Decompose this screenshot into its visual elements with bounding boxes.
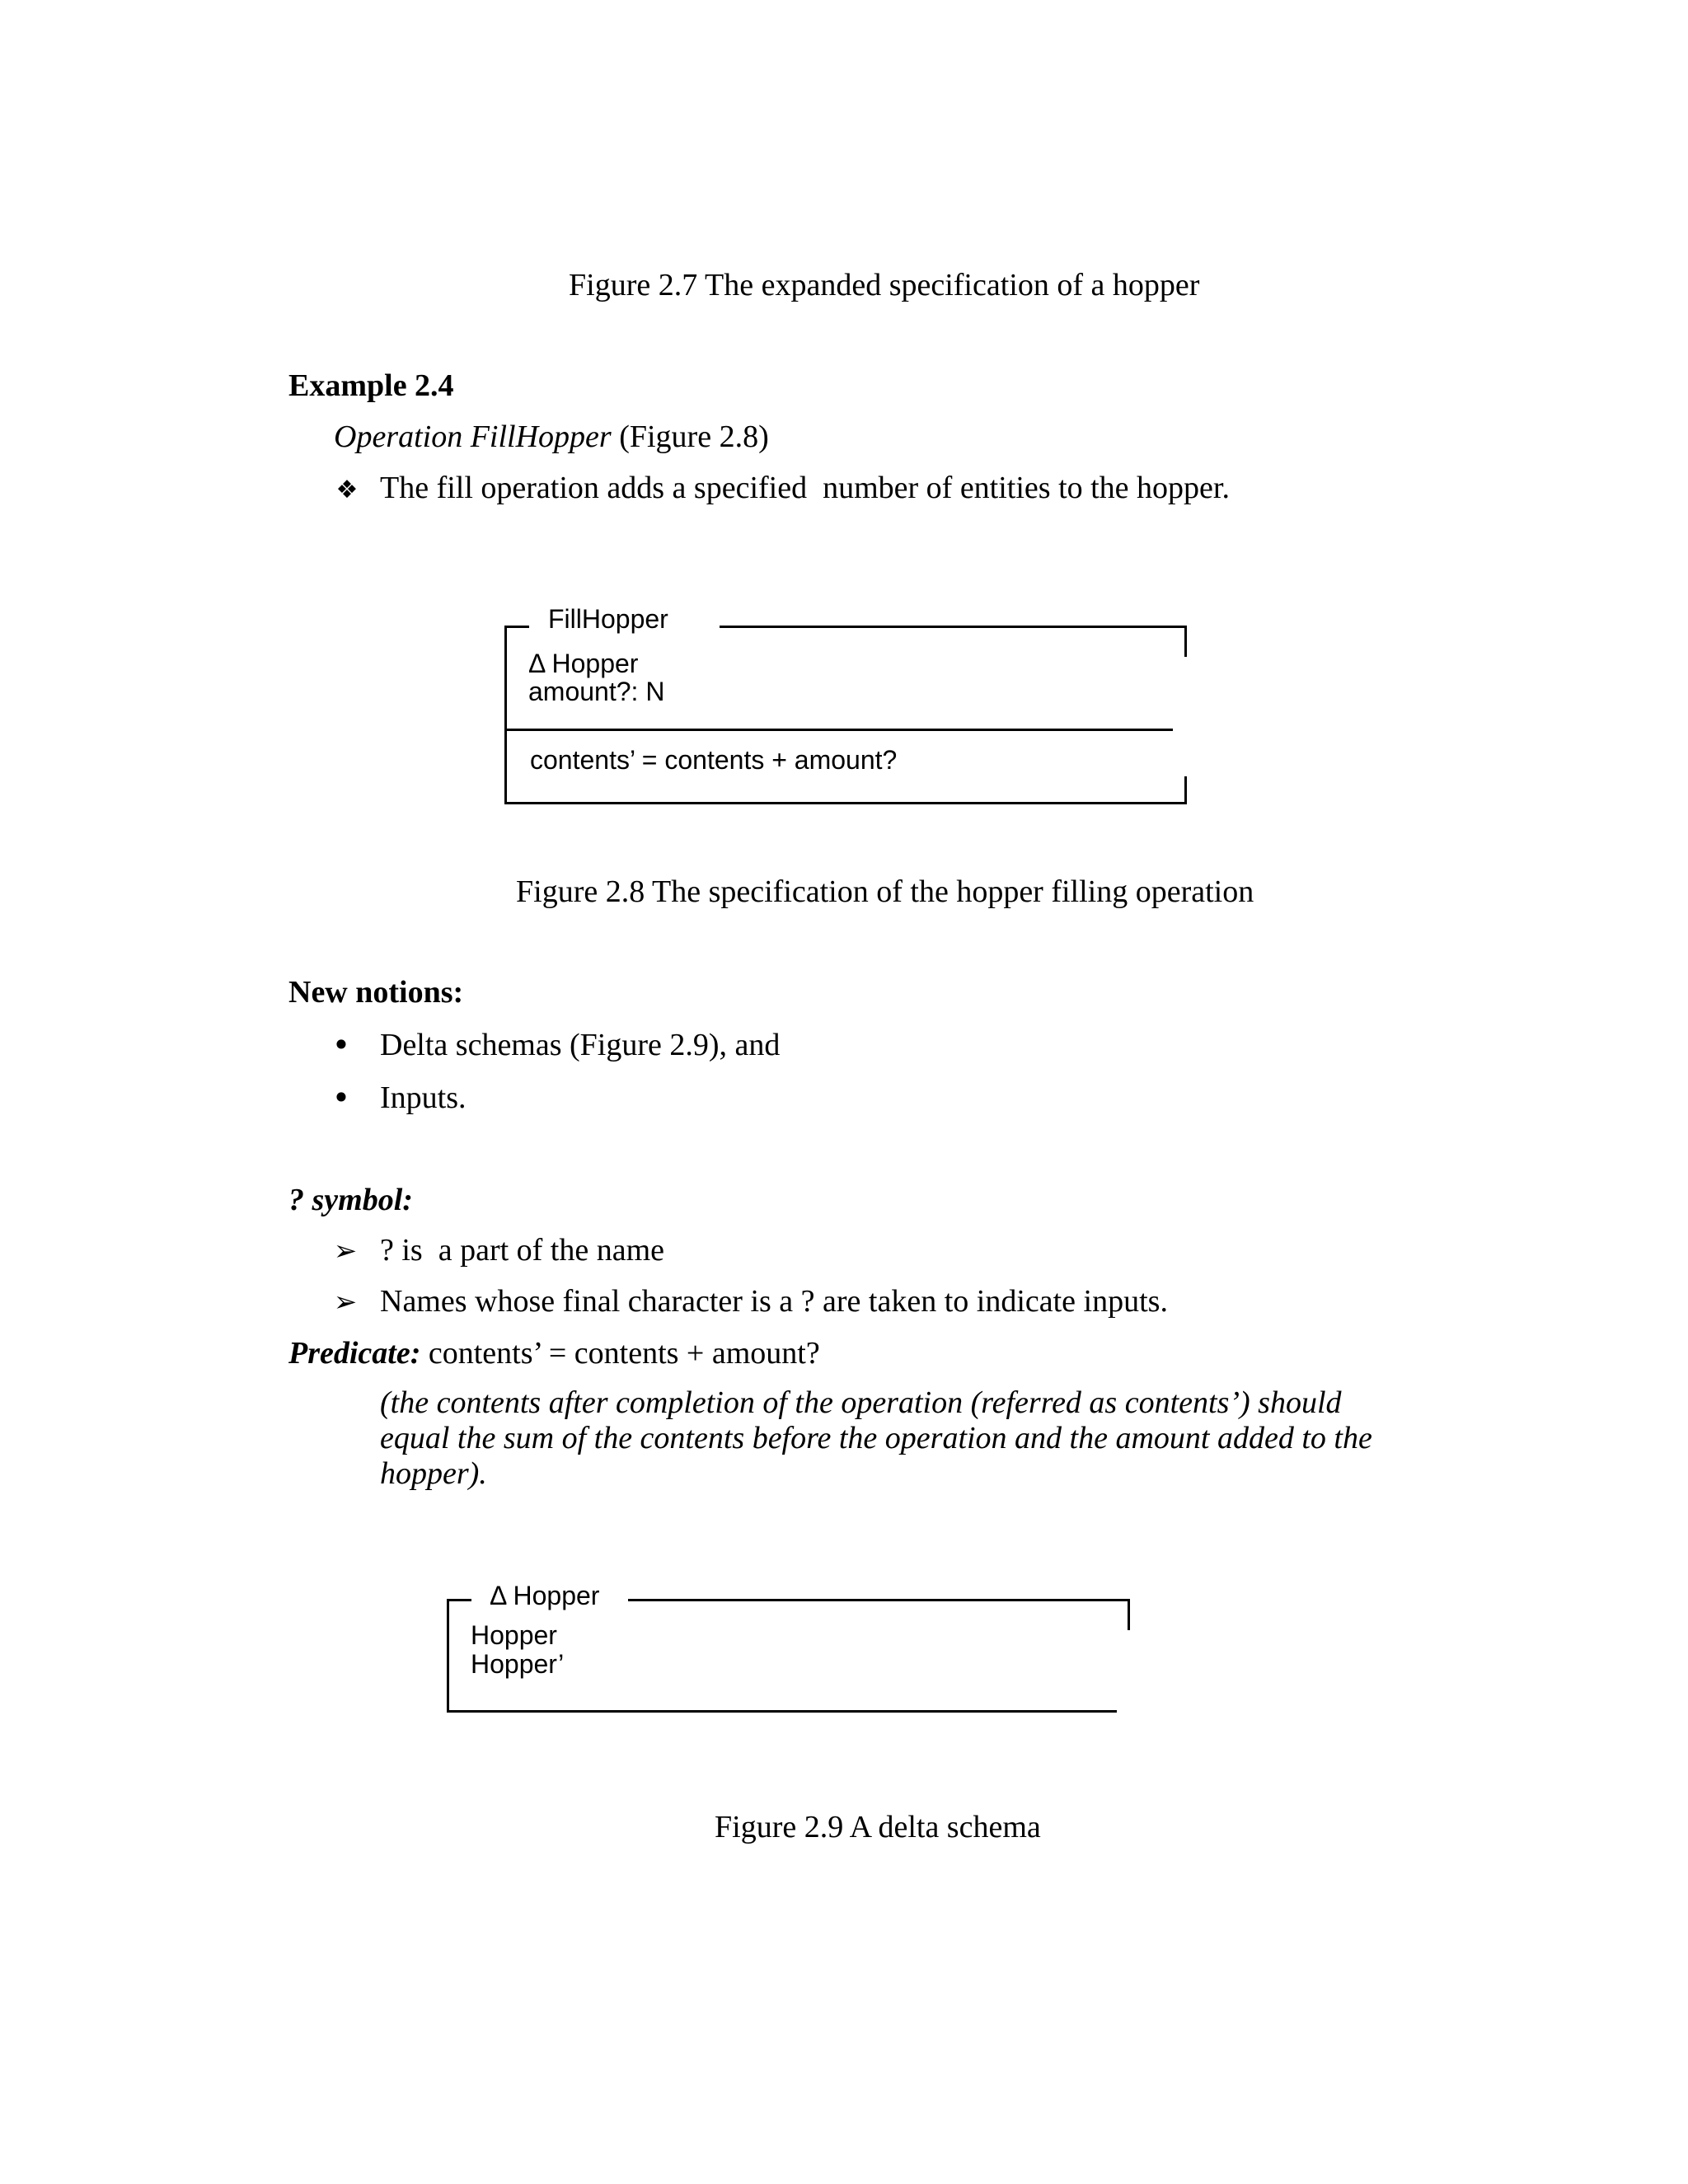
predicate-explanation: (the contents after completion of the operation (referred as contents’) should equal the sum of the contents before the operation and the amount added to the hopper). (380, 1385, 1372, 1491)
arrow-bullet-icon: ➢ (333, 1235, 358, 1268)
predicate-label: Predicate: (288, 1336, 421, 1371)
symbol-heading: ? symbol: (288, 1183, 413, 1217)
schema-top-right-rule (720, 626, 1187, 628)
schema-name: Δ Hopper (490, 1581, 600, 1610)
operation-name: Operation FillHopper (334, 419, 612, 454)
schema-left-rule (504, 626, 507, 804)
diamond-bullet-icon: ❖ (335, 476, 359, 504)
operation-figure-ref: (Figure 2.8) (619, 419, 769, 454)
schema-bottom-rule (504, 802, 1187, 804)
list-item (325, 1080, 358, 1117)
figure-2-8-caption: Figure 2.8 The specification of the hopper filling operation (516, 874, 1254, 909)
new-notions-heading: New notions: (288, 975, 464, 1010)
bullet-icon: • (331, 1080, 351, 1116)
arrow-bullet-icon: ➢ (333, 1286, 358, 1319)
example-heading: Example 2.4 (288, 368, 454, 403)
schema-decl-hopper-prime: Hopper’ (471, 1649, 565, 1679)
list-item (325, 1027, 358, 1064)
figure-2-7-caption: Figure 2.7 The expanded specification of a hopper (569, 268, 1200, 302)
schema-top-left-rule (447, 1599, 471, 1601)
schema-bottom-right-tick (1184, 776, 1187, 804)
schema-left-rule (447, 1599, 449, 1713)
schema-top-left-rule (504, 626, 529, 628)
bullet-icon: • (331, 1027, 351, 1063)
predicate-text: contents’ = contents + amount? (420, 1336, 820, 1371)
schema-top-right-tick (1128, 1599, 1130, 1630)
fill-operation-bullet (331, 470, 363, 509)
symbol-item-name: ? is a part of the name (380, 1233, 665, 1268)
schema-predicate: contents’ = contents + amount? (530, 745, 898, 775)
schema-bottom-rule (447, 1710, 1117, 1713)
schema-decl-delta: Δ Hopper (528, 649, 639, 678)
new-notion-delta-schemas: Delta schemas (Figure 2.9), and (380, 1028, 781, 1062)
schema-divider (504, 729, 1173, 731)
list-item (329, 1232, 362, 1269)
schema-top-right-rule (628, 1599, 1130, 1601)
schema-top-right-tick (1184, 626, 1187, 657)
new-notion-inputs: Inputs. (380, 1080, 467, 1115)
schema-name: FillHopper (548, 604, 668, 634)
operation-line (334, 419, 769, 455)
schema-decl-amount: amount?: N (528, 677, 665, 706)
fill-operation-text: The fill operation adds a specified number of entities to the hopper. (380, 471, 1230, 505)
schema-decl-hopper: Hopper (471, 1620, 557, 1650)
symbol-item-inputs: Names whose final character is a ? are taken to indicate inputs. (380, 1284, 1168, 1319)
figure-2-9-caption: Figure 2.9 A delta schema (715, 1810, 1041, 1844)
list-item (329, 1283, 362, 1320)
predicate-line (288, 1335, 820, 1371)
